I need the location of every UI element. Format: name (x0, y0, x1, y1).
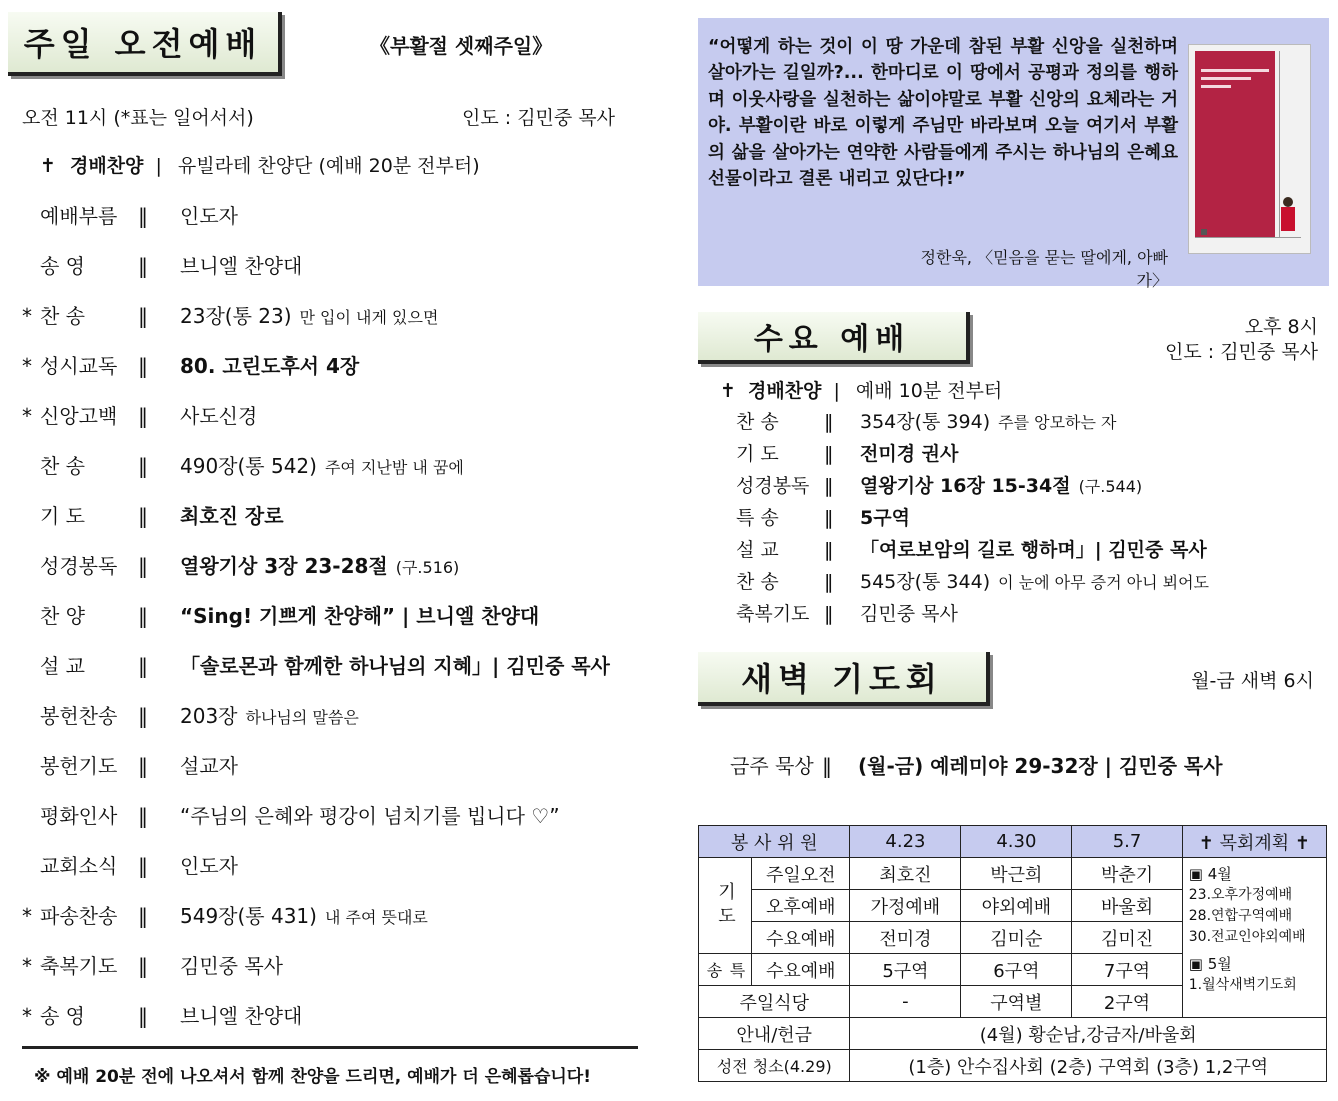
table-cell: 바울회 (1072, 890, 1182, 922)
table-cell: 안내/헌금 (699, 1018, 850, 1050)
wednesday-item-label: 찬 송 (736, 411, 779, 433)
worship-item-label: 찬 양 (40, 604, 85, 628)
table-cell: (1층) 안수집사회 (2층) 구역회 (3층) 1,2구역 (850, 1050, 1327, 1082)
table-cell: 전미경 (850, 922, 961, 954)
wednesday-item (736, 503, 918, 530)
table-cell: 2구역 (1072, 986, 1182, 1018)
wednesday-time: 오후 8시 (1244, 316, 1318, 338)
pastoral-plan-cell (1182, 858, 1326, 1018)
footer-divider (22, 1046, 638, 1049)
worship-item-separator: ‖ (138, 654, 148, 678)
wednesday-item-label: 특 송 (736, 507, 779, 529)
worship-item-main: 549장(통 431) (180, 904, 317, 928)
wednesday-item-separator: ‖ (824, 603, 834, 625)
wednesday-item-main: 열왕기상 16장 15-34절 (860, 475, 1071, 497)
table-cell: 최호진 (850, 858, 961, 890)
worship-item-label: 송 영 (40, 1004, 85, 1028)
table-header-cell: 5.7 (1072, 826, 1182, 858)
dawn-meditation-row (730, 750, 1223, 779)
wednesday-item-separator: ‖ (824, 443, 834, 465)
worship-item (22, 850, 246, 879)
wednesday-item (736, 567, 1209, 594)
worship-item-star: * (22, 304, 32, 328)
worship-item-separator: ‖ (138, 1004, 148, 1028)
worship-item (22, 700, 359, 729)
prayer-group-cell: 기도 (699, 858, 752, 954)
footer-note: ※ 예배 20분 전에 나오셔서 함께 찬양을 드리면, 예배가 더 은혜롭습니다! (34, 1067, 591, 1087)
wednesday-item-main: 354장(통 394) (860, 411, 991, 433)
table-row (699, 858, 1327, 890)
dawn-meditation-label: 금주 묵상 (730, 754, 814, 778)
dawn-meditation-text: (월-금) 예레미야 29-32장 | 김민중 목사 (858, 754, 1223, 778)
table-cell: 주일오전 (752, 858, 850, 890)
wednesday-prelude-text: 예배 10분 전부터 (855, 380, 1003, 402)
worship-item-separator: ‖ (138, 704, 148, 728)
prelude-text: 유빌라테 찬양단 (예배 20분 전부터) (177, 155, 480, 177)
table-cell: - (850, 986, 961, 1018)
worship-item-separator: ‖ (138, 454, 148, 478)
cross-icon: ✝ (720, 380, 736, 402)
wednesday-prelude-sep: | (833, 380, 840, 402)
worship-item-separator: ‖ (138, 304, 148, 328)
service-leader: 인도 : 김민중 목사 (462, 107, 615, 129)
worship-item-main: “Sing! 기쁘게 찬양해” | 브니엘 찬양대 (180, 604, 540, 628)
worship-item-separator: ‖ (138, 504, 148, 528)
wednesday-leader: 인도 : 김민중 목사 (1165, 341, 1318, 363)
service-roster-table (698, 825, 1327, 1082)
worship-item (22, 1000, 310, 1029)
quote-box (698, 18, 1329, 290)
quote-text: “어떻게 하는 것이 이 땅 가운데 참된 부활 신앙을 실천하며 살아가는 길일까?... 한마디로 이 땅에서 공평과 정의를 행하며 이웃사랑을 실천하는 삶이야말로 부활 신앙의 요체라는 거야. 부활이란 바로 이렇게 주님만 바라보며 오늘 여기서 부활의 삶을 살아가는 연약한 사람들에게 주시는 하나님의 은혜요 선물이라고 결론 내리고 있단다!” (708, 37, 1178, 190)
wednesday-item-label: 성경봉독 (736, 475, 810, 497)
wednesday-service-title-text: 수요 예배 (753, 322, 911, 357)
worship-item-label: 파송찬송 (40, 904, 118, 928)
worship-item (22, 400, 265, 429)
worship-item-star: * (22, 354, 32, 378)
table-row (699, 1050, 1327, 1082)
worship-item-main: 설교자 (180, 754, 238, 778)
worship-item-separator: ‖ (138, 904, 148, 928)
table-row (699, 1018, 1327, 1050)
worship-item-main: 브니엘 찬양대 (180, 1004, 303, 1028)
table-cell: 수요예배 (752, 954, 850, 986)
worship-item-detail: 하나님의 말씀은 (245, 708, 359, 727)
wednesday-item-detail: 이 눈에 아무 증거 아니 뵈어도 (998, 573, 1210, 592)
worship-item-main: 김민중 목사 (180, 954, 283, 978)
worship-item-separator: ‖ (138, 404, 148, 428)
wednesday-item-label: 축복기도 (736, 603, 810, 625)
table-header-cell: 4.30 (961, 826, 1072, 858)
worship-item (22, 250, 310, 279)
worship-item-main: 최호진 장로 (180, 504, 284, 528)
wednesday-prelude (720, 376, 1002, 403)
worship-item-separator: ‖ (138, 354, 148, 378)
dawn-prayer-title-text: 새벽 기도회 (741, 660, 943, 698)
worship-item-detail: 주여 지난밤 내 꿈에 (324, 458, 464, 477)
wednesday-item (736, 599, 966, 626)
worship-item-label: 기 도 (40, 504, 85, 528)
worship-item (22, 750, 246, 779)
worship-item-main: 490장(통 542) (180, 454, 317, 478)
wednesday-item-main: 김민중 목사 (860, 603, 958, 625)
worship-item-separator: ‖ (138, 854, 148, 878)
worship-item-label: 신앙고백 (40, 404, 118, 428)
subtitle: 《부활절 셋째주일》 (370, 34, 553, 58)
worship-item-separator: ‖ (138, 204, 148, 228)
dawn-prayer-title (698, 652, 990, 706)
table-cell: 박춘기 (1072, 858, 1182, 890)
worship-item-label: 찬 송 (40, 454, 85, 478)
worship-item (22, 900, 428, 929)
table-header-row (699, 826, 1327, 858)
wednesday-item-main: 5구역 (860, 507, 910, 529)
wednesday-item (736, 535, 1215, 562)
plan-item: 28.연합구역예배 (1188, 908, 1293, 924)
worship-item-label: 송 영 (40, 254, 85, 278)
worship-item-main: 80. 고린도후서 4장 (180, 354, 360, 378)
worship-item-detail: 내 주여 뜻대로 (324, 908, 428, 927)
worship-item-main: 인도자 (180, 204, 238, 228)
table-cell: 수요예배 (752, 922, 850, 954)
worship-item-separator: ‖ (138, 554, 148, 578)
worship-item (22, 550, 459, 579)
worship-item-separator: ‖ (138, 954, 148, 978)
table-header-cell: 4.23 (850, 826, 961, 858)
wednesday-item-separator: ‖ (824, 475, 834, 497)
wednesday-item-main: 전미경 권사 (860, 443, 959, 465)
table-cell: 성전 청소(4.29) (699, 1050, 850, 1082)
worship-item-label: 찬 송 (40, 304, 85, 328)
worship-item-label: 봉헌찬송 (40, 704, 118, 728)
worship-item (22, 950, 291, 979)
wednesday-item-label: 설 교 (736, 539, 779, 561)
worship-item (22, 200, 246, 229)
wednesday-item-main: 「여로보암의 길로 행하며」| 김민중 목사 (860, 539, 1207, 561)
table-cell: 6구역 (961, 954, 1072, 986)
wednesday-item-detail: (구.544) (1078, 477, 1143, 496)
prelude-label: 경배찬양 (69, 155, 144, 177)
worship-item-separator: ‖ (138, 254, 148, 278)
plan-item: 30.전교인야외예배 (1188, 929, 1306, 945)
worship-item (22, 650, 618, 679)
wednesday-item-detail: 주를 앙모하는 자 (998, 413, 1117, 432)
worship-item-main: “주님의 은혜와 평강이 넘치기를 빕니다 ♡” (180, 804, 560, 828)
prelude-row (40, 151, 480, 178)
worship-item-star: * (22, 954, 32, 978)
worship-item-label: 성시교독 (40, 354, 118, 378)
dawn-time: 월-금 새벽 6시 (1191, 670, 1314, 692)
wednesday-item-separator: ‖ (824, 571, 834, 593)
service-time: 오전 11시 (*표는 일어서서) (22, 107, 254, 129)
wednesday-item-main: 545장(통 344) (860, 571, 991, 593)
table-cell: 구역별 (961, 986, 1072, 1018)
worship-item-main: 열왕기상 3장 23-28절 (180, 554, 388, 578)
wednesday-item-separator: ‖ (824, 507, 834, 529)
worship-item-detail: (구.516) (395, 558, 460, 577)
special-song-group-cell: 특송 (699, 954, 752, 986)
worship-item-separator: ‖ (138, 804, 148, 828)
plan-item: 1.월삭새벽기도회 (1188, 977, 1297, 993)
worship-item-star: * (22, 1004, 32, 1028)
worship-item-label: 예배부름 (40, 204, 118, 228)
plan-april: ▣ 4월 (1188, 865, 1232, 883)
wednesday-item (736, 471, 1142, 498)
wednesday-service-title (698, 312, 970, 364)
worship-item-separator: ‖ (138, 754, 148, 778)
prelude-sep: | (155, 155, 162, 177)
morning-service-title-text: 주일 오전예배 (23, 25, 263, 63)
table-cell: 김미진 (1072, 922, 1182, 954)
quote-source: 정한욱, 〈믿음을 묻는 딸에게, 아빠가〉 (920, 248, 1168, 290)
table-cell: 오후예배 (752, 890, 850, 922)
worship-item (22, 450, 464, 479)
worship-item-main: 사도신경 (180, 404, 258, 428)
worship-item-main: 인도자 (180, 854, 238, 878)
wednesday-item-label: 기 도 (736, 443, 779, 465)
worship-item-star: * (22, 904, 32, 928)
table-cell: 7구역 (1072, 954, 1182, 986)
wednesday-item-separator: ‖ (824, 539, 834, 561)
wednesday-item (736, 407, 1116, 434)
table-cell: 야외예배 (961, 890, 1072, 922)
worship-item-label: 성경봉독 (40, 554, 118, 578)
plan-item: 23.오후가정예배 (1188, 887, 1293, 903)
wednesday-item-label: 찬 송 (736, 571, 779, 593)
worship-item-separator: ‖ (138, 604, 148, 628)
book-cover-image (1188, 44, 1311, 254)
table-cell: 박근희 (961, 858, 1072, 890)
worship-item-detail: 만 입이 내게 있으면 (299, 308, 439, 327)
worship-item (22, 350, 367, 379)
worship-item-main: 「솔로몬과 함께한 하나님의 지혜」| 김민중 목사 (180, 654, 610, 678)
worship-item-main: 23장(통 23) (180, 304, 292, 328)
table-header-cell: 봉 사 위 원 (699, 826, 850, 858)
table-cell: 주일식당 (699, 986, 850, 1018)
wednesday-prelude-label: 경배찬양 (747, 380, 822, 402)
worship-item (22, 500, 292, 529)
worship-item (22, 300, 438, 329)
morning-service-title (8, 12, 282, 76)
table-cell: 김미순 (961, 922, 1072, 954)
worship-item-label: 봉헌기도 (40, 754, 118, 778)
cross-icon: ✝ (40, 155, 56, 177)
wednesday-item-separator: ‖ (824, 411, 834, 433)
worship-item-star: * (22, 404, 32, 428)
wednesday-item (736, 439, 966, 466)
table-cell: (4월) 황순남,강금자/바울회 (850, 1018, 1327, 1050)
worship-item-label: 평화인사 (40, 804, 118, 828)
worship-item-label: 교회소식 (40, 854, 118, 878)
dawn-meditation-sep: ‖ (822, 754, 832, 778)
worship-item (22, 800, 568, 829)
worship-item-label: 축복기도 (40, 954, 118, 978)
worship-item (22, 600, 547, 629)
plan-may: ▣ 5월 (1188, 955, 1232, 973)
table-cell: 가정예배 (850, 890, 961, 922)
worship-item-label: 설 교 (40, 654, 85, 678)
worship-item-main: 브니엘 찬양대 (180, 254, 303, 278)
table-header-cell: ✝ 목회계획 ✝ (1182, 826, 1326, 858)
worship-item-main: 203장 (180, 704, 238, 728)
table-cell: 5구역 (850, 954, 961, 986)
